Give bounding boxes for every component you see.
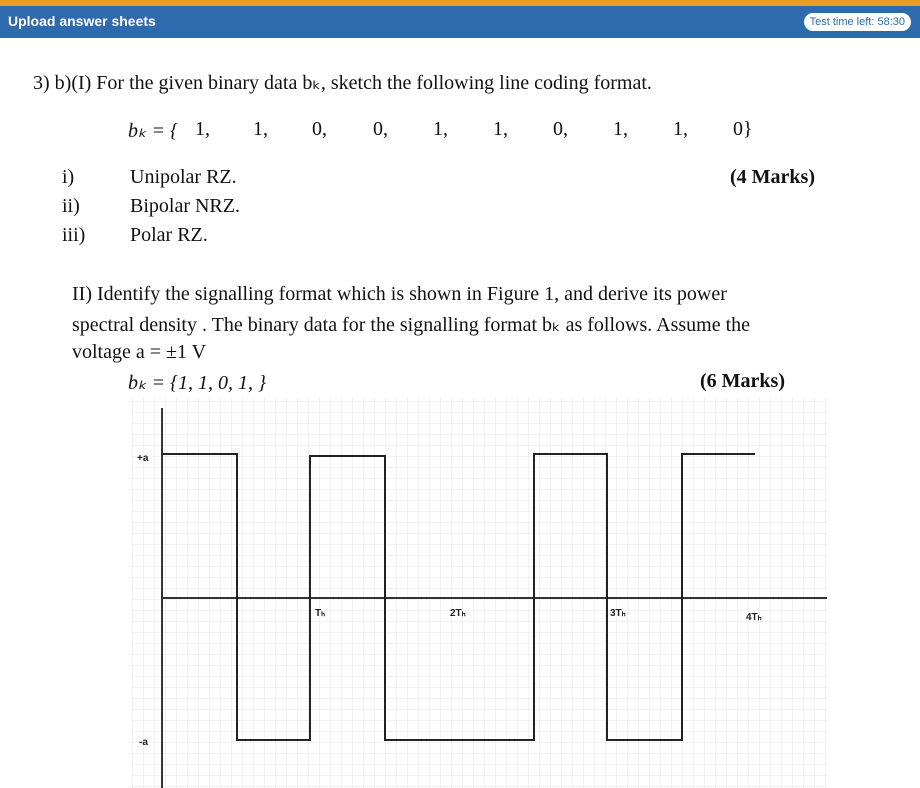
item-text: Polar RZ. <box>130 224 208 246</box>
part2-line: voltage a = ±1 V <box>72 341 207 363</box>
tick-label: 2Tₕ <box>450 608 466 619</box>
timer-badge: Test time left: 58:30 <box>803 12 912 32</box>
seq1-bit: 1, <box>613 118 628 140</box>
figure-1-waveform <box>0 38 920 788</box>
seq1-bit: 1, <box>493 118 508 140</box>
marks-label: (4 Marks) <box>730 166 815 188</box>
item-number: i) <box>62 166 75 188</box>
item-number: iii) <box>62 224 86 246</box>
item-number: ii) <box>62 195 80 217</box>
item-text: Bipolar NRZ. <box>130 195 240 217</box>
seq1-bit: 0} <box>733 118 753 140</box>
tick-label: Tₕ <box>315 608 326 619</box>
seq1-bit: 0, <box>553 118 568 140</box>
seq1-bit: 1, <box>253 118 268 140</box>
plus-a-label: +a <box>137 453 149 464</box>
tick-label: 4Tₕ <box>746 612 762 623</box>
marks-label: (6 Marks) <box>700 370 785 392</box>
part2-line: II) Identify the signalling format which is shown in Figure 1, and derive its power <box>72 283 727 305</box>
seq1-bit: 0, <box>312 118 327 140</box>
page-title: Upload answer sheets <box>8 13 156 29</box>
question-content <box>0 38 920 788</box>
part2-line: spectral density . The binary data for the signalling format bₖ as follows. Assume the <box>72 314 750 336</box>
tick-label: 3Tₕ <box>610 608 626 619</box>
seq1-bit: 1, <box>673 118 688 140</box>
part1-heading: 3) b)(I) For the given binary data bₖ, sketch the following line coding format. <box>33 72 652 94</box>
sequence1-label: bₖ = { <box>128 120 179 142</box>
seq1-bit: 0, <box>373 118 388 140</box>
header-bar <box>0 6 920 38</box>
seq1-bit: 1, <box>195 118 210 140</box>
item-text: Unipolar RZ. <box>130 166 237 188</box>
sequence2: bₖ = {1, 1, 0, 1, } <box>128 372 267 394</box>
seq1-bit: 1, <box>433 118 448 140</box>
grid-background <box>130 398 827 788</box>
minus-a-label: -a <box>139 737 148 748</box>
